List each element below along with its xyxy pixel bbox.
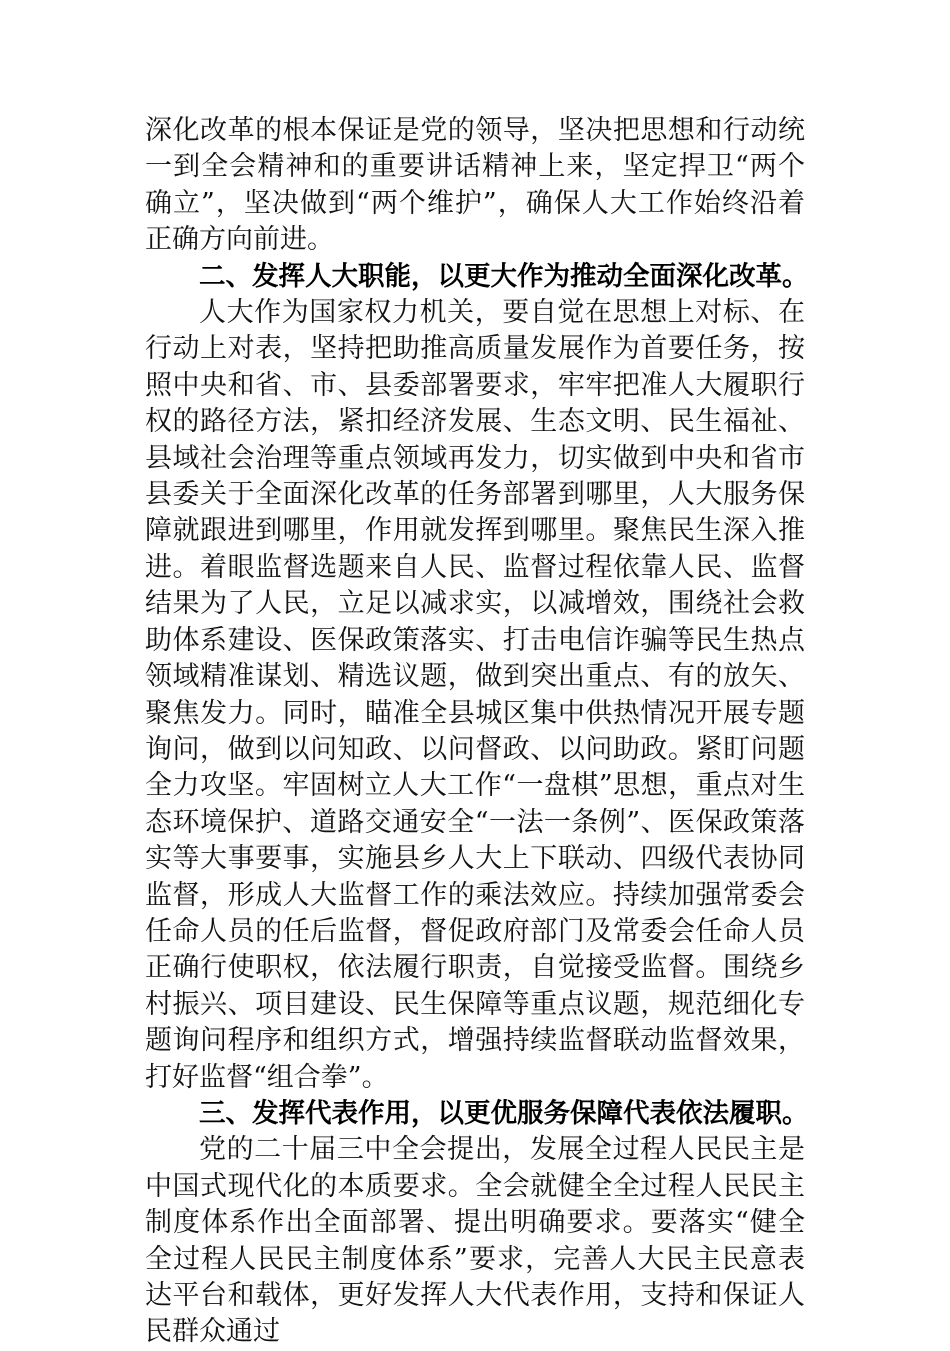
paragraph-2: 人大作为国家权力机关，要自觉在思想上对标、在行动上对表，坚持把助推高质量发展作为首要任务，按照中央和省、市、县委部署要求，牢牢把准人大履职行权的路径方法，紧扣经济发展、生态文明、民生福祉、县域社会治理等重点领域再发力，切实做到中央和省市县委关于全面深化改革的任务部署到哪里，人大服务保障就跟进到哪里，作用就发挥到哪里。聚焦民生深入推进。着眼监督选题来自人民、监督过程依靠人民、监督结果为了人民，立足以减求实，以减增效，围绕社会救助体系建设、医保政策落实、打击电信诈骗等民生热点领域精准谋划、精选议题，做到突出重点、有的放矢、聚焦发力。同时，瞄准全县城区集中供热情况开展专题询问，做到以问知政、以问督政、以问助政。紧盯问题全力攻坚。牢固树立人大工作“一盘棋”思想，重点对生态环境保护、道路交通安全“一法一条例”、医保政策落实等大事要事，实施县乡人大上下联动、四级代表协同监督，形成人大监督工作的乘法效应。持续加强常委会任命人员的任后监督，督促政府部门及常委会任命人员正确行使职权，依法履行职责，自觉接受监督。围绕乡村振兴、项目建设、民生保障等重点议题，规范细化专题询问程序和组织方式，增强持续监督联动监督效果，打好监督“组合拳”。 <box>145 297 805 1093</box>
section-heading-3: 三、发挥代表作用，以更优服务保障代表依法履职。 <box>199 1097 809 1129</box>
paragraph-1: 深化改革的根本保证是党的领导，坚决把思想和行动统一到全会精神和的重要讲话精神上来，坚定捍卫“两个确立”，坚决做到“两个维护”，确保人大工作始终沿着正确方向前进。 <box>145 115 805 256</box>
paragraph-3: 党的二十届三中全会提出，发展全过程人民民主是中国式现代化的本质要求。全会就健全全过程人民民主制度体系作出全面部署、提出明确要求。要落实“健全全过程人民民主制度体系”要求，完善人大民主民意表达平台和载体，更好发挥人大代表作用，支持和保证人民群众通过 <box>145 1134 805 1348</box>
document-body <box>145 113 809 1351</box>
section-heading-2: 二、发挥人大职能，以更大作为推动全面深化改革。 <box>199 260 809 292</box>
